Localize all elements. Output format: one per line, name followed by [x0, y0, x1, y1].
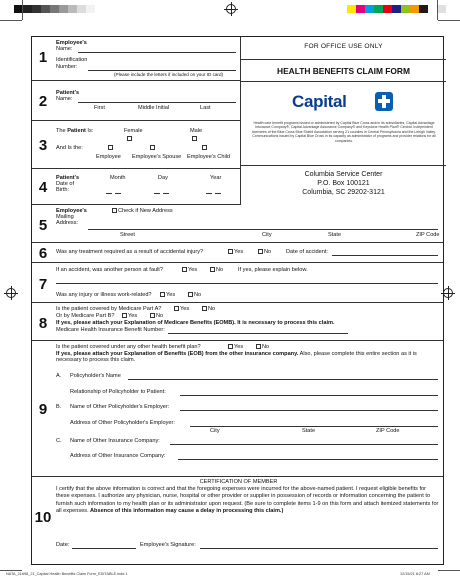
section-10	[32, 477, 443, 566]
mailing-address-field[interactable]	[88, 229, 438, 230]
policyholder-name-label: Policyholder's Name	[70, 373, 121, 379]
patient-is-text: Is:	[85, 128, 94, 134]
and-is-the-label: And Is the:	[56, 145, 83, 151]
capital-logo: Capital	[292, 92, 347, 111]
employer-address-label: Address of Other Policyholder's Employer:	[70, 420, 175, 426]
section-6	[32, 243, 443, 263]
patient-is-bold: Patient	[67, 128, 86, 134]
employee-label: Employee	[96, 154, 121, 160]
explanation-field[interactable]	[56, 283, 438, 284]
zip-label: ZIP Code	[416, 232, 440, 238]
mailing-label: Mailing	[56, 214, 74, 220]
state-label: State	[302, 428, 316, 434]
section-number: 6	[38, 245, 48, 262]
crop-mark-icon	[0, 20, 22, 21]
year-label: Year	[210, 175, 222, 181]
zip-label: ZIP Code	[376, 428, 400, 434]
id-label-1: Identification	[56, 57, 88, 63]
section-4	[32, 169, 240, 205]
medicare-a-yes-option[interactable]	[174, 306, 189, 312]
section-number: 8	[38, 315, 48, 332]
calibration-swatch	[383, 5, 392, 13]
eob-instruction-text: Also, please complete this entire section as it is necessary to process this claim.	[56, 351, 417, 364]
insurance-address-field[interactable]	[178, 459, 438, 460]
section-number: 5	[38, 217, 48, 234]
other-plan-yes-option[interactable]	[228, 344, 243, 350]
medicare-b-no-checkbox[interactable]	[150, 313, 155, 318]
female-checkbox[interactable]	[127, 136, 132, 141]
patient-label: Patient's	[56, 90, 80, 96]
registration-mark-right-icon	[443, 288, 453, 298]
calibration-swatch	[77, 5, 86, 13]
accident-yes-option[interactable]	[228, 249, 243, 255]
divider	[241, 81, 446, 82]
calibration-swatch	[392, 5, 401, 13]
crop-mark-icon	[0, 570, 22, 571]
medicare-number-field[interactable]	[168, 333, 348, 334]
office-use-heading: FOR OFFICE USE ONLY	[304, 43, 383, 50]
employer-name-label: Name of Other Policyholder's Employer:	[70, 404, 170, 410]
certification-warning: Absence of this information may cause a delay in processing this claim.)	[88, 507, 284, 514]
dob-label-2: Birth:	[56, 187, 70, 193]
month-label: Month	[110, 175, 126, 181]
calibration-swatch	[41, 5, 50, 13]
city-label: City	[262, 232, 272, 238]
medicare-a-yes-checkbox[interactable]	[174, 306, 179, 311]
service-center-box: P.O. Box 100121	[317, 180, 370, 187]
work-yes-checkbox[interactable]	[160, 292, 165, 297]
signature-label: Employee's Signature:	[140, 542, 196, 548]
accident-no-checkbox[interactable]	[258, 249, 263, 254]
relationship-field[interactable]	[180, 395, 438, 396]
section-5	[32, 205, 443, 243]
dob-year-field[interactable]	[215, 193, 221, 194]
eob-instruction-bold: If yes, please attach your Explanation of Benefits (EOB) from the other insurance company.	[56, 351, 299, 357]
item-b-letter: B.	[56, 404, 62, 410]
no-label: No	[216, 267, 224, 273]
fault-yes-option[interactable]	[182, 267, 197, 273]
dob-label-1: Date of	[56, 181, 75, 187]
employee-signature-field[interactable]	[200, 548, 438, 549]
city-label: City	[210, 428, 220, 434]
accident-no-option[interactable]	[258, 249, 271, 255]
male-label: Male	[190, 128, 203, 134]
medicare-b-no-option[interactable]	[150, 313, 163, 319]
form-title: HEALTH BENEFITS CLAIM FORM	[277, 66, 410, 76]
yes-label: Yes	[128, 313, 138, 319]
calibration-swatch	[59, 5, 68, 13]
calibration-swatch	[86, 5, 95, 13]
insurance-company-field[interactable]	[170, 444, 438, 445]
employer-name-field[interactable]	[180, 410, 438, 411]
calibration-swatch	[68, 5, 77, 13]
blue-cross-icon	[375, 92, 393, 111]
yes-label: Yes	[166, 292, 176, 298]
street-label: Street	[120, 232, 135, 238]
section-number: 3	[38, 137, 48, 154]
no-label: No	[194, 292, 202, 298]
claim-form	[31, 36, 444, 565]
no-label: No	[264, 249, 272, 255]
first-label: First	[94, 105, 105, 111]
accident-yes-checkbox[interactable]	[228, 249, 233, 254]
patient-is-label	[56, 128, 93, 134]
date-label: Date:	[56, 542, 70, 548]
section-8	[32, 303, 443, 341]
divider	[241, 165, 446, 166]
medicare-b-yes-checkbox[interactable]	[122, 313, 127, 318]
spouse-label: Employee's Spouse	[132, 154, 182, 160]
yes-label: Yes	[188, 267, 198, 273]
yes-label: Yes	[234, 344, 244, 350]
calibration-swatch	[410, 5, 419, 13]
eob-instruction	[56, 351, 438, 364]
medicare-a-no-checkbox[interactable]	[202, 306, 207, 311]
address-label: Address:	[56, 220, 79, 226]
section-2	[32, 81, 240, 121]
employee-label: Employee's	[56, 208, 87, 214]
name-label: Name:	[56, 96, 73, 102]
work-related-question: Was any injury or illness work-related?	[56, 292, 152, 298]
no-label: No	[156, 313, 164, 319]
employee-checkbox[interactable]	[108, 145, 113, 150]
new-address-checkbox[interactable]	[112, 208, 117, 213]
crop-mark-icon	[438, 20, 460, 21]
child-label: Employee's Child	[187, 154, 231, 160]
calibration-swatch	[419, 5, 428, 13]
medicare-a-question: Is the patient covered by Medicare Part A?	[56, 306, 162, 312]
office-use-panel	[240, 37, 445, 205]
new-address-label: Check if New Address	[118, 208, 173, 214]
work-no-option[interactable]	[188, 292, 201, 298]
accident-date-label: Date of accident:	[286, 249, 328, 255]
calibration-swatch	[437, 5, 446, 13]
dob-year-field[interactable]	[206, 193, 212, 194]
spouse-checkbox[interactable]	[150, 145, 155, 150]
male-checkbox[interactable]	[192, 136, 197, 141]
section-number: 2	[38, 93, 48, 110]
section-9	[32, 341, 443, 477]
accident-date-field[interactable]	[332, 255, 438, 256]
calibration-swatch	[374, 5, 383, 13]
patient-is-text: The	[56, 128, 68, 134]
dob-month-field[interactable]	[106, 193, 112, 194]
relationship-label: Relationship of Policyholder to Patient:	[70, 389, 166, 395]
print-timestamp: 12/15/21 8:27 AM	[400, 572, 430, 576]
fault-no-checkbox[interactable]	[210, 267, 215, 272]
other-plan-no-option[interactable]	[256, 344, 269, 350]
yes-label: Yes	[180, 306, 190, 312]
item-c-letter: C.	[56, 438, 62, 444]
new-address-option[interactable]	[112, 208, 173, 214]
id-label-2: Number:	[56, 64, 78, 70]
service-center-name: Columbia Service Center	[304, 171, 383, 178]
section-1	[32, 37, 240, 81]
patient-label: Patient's	[56, 175, 80, 181]
certification-text	[56, 486, 440, 515]
id-number-field[interactable]	[88, 70, 236, 71]
gray-calibration-bar	[14, 5, 95, 13]
employer-address-field[interactable]	[190, 426, 438, 427]
work-no-checkbox[interactable]	[188, 292, 193, 297]
item-a-letter: A.	[56, 373, 62, 379]
yes-label: Yes	[234, 249, 244, 255]
certification-heading: CERTIFICATION OF MEMBER	[199, 479, 278, 485]
day-label: Day	[158, 175, 168, 181]
medicare-a-no-option[interactable]	[202, 306, 215, 312]
work-yes-option[interactable]	[160, 292, 175, 298]
crop-mark-icon	[437, 0, 438, 20]
section-number: 4	[38, 179, 48, 196]
calibration-swatch	[23, 5, 32, 13]
dob-day-field[interactable]	[163, 193, 169, 194]
crop-mark-icon	[438, 570, 460, 571]
other-plan-question: Is the patient covered under any other health benefit plan?	[56, 344, 201, 350]
calibration-swatch	[356, 5, 365, 13]
calibration-swatch	[401, 5, 410, 13]
section-number: 1	[38, 49, 48, 66]
name-label: Name:	[56, 46, 73, 52]
calibration-swatch	[365, 5, 374, 13]
calibration-swatch	[347, 5, 356, 13]
accident-question: Was any treatment required as a result of accidental injury?	[56, 249, 204, 255]
certification-body: I certify that the above information is correct and that the foregoing expenses were incurred for the above-named patient. I request eligible benefits for these expenses. I authorize any physician, nurse, hospital or other provider or supplier in possession of records or information concerning the patient to furnish such information to my health plan or its administrator upon request. (Be sure to complete items 1-9 on this form and attach itemized statements for all expenses.	[56, 486, 439, 514]
no-label: No	[208, 306, 216, 312]
employee-label: Employee's	[56, 40, 87, 46]
calibration-swatch	[32, 5, 41, 13]
child-checkbox[interactable]	[202, 145, 207, 150]
section-3	[32, 121, 240, 169]
medicare-number-label: Medicare Health Insurance Benefit Number:	[56, 327, 165, 333]
medicare-b-question: Or by Medicare Part B?	[56, 313, 115, 319]
service-center-city: Columbia, SC 29202-3121	[302, 189, 385, 196]
crop-mark-icon	[22, 0, 23, 20]
fault-yes-checkbox[interactable]	[182, 267, 187, 272]
employee-name-field[interactable]	[78, 52, 236, 53]
section-number: 10	[34, 509, 52, 526]
fault-question: If an accident, was another person at fault?	[56, 267, 163, 273]
policyholder-name-field[interactable]	[128, 379, 438, 380]
no-label: No	[262, 344, 270, 350]
calibration-swatch	[50, 5, 59, 13]
fault-no-option[interactable]	[210, 267, 223, 273]
divider	[241, 59, 446, 60]
disclaimer: Health care benefit programs issued or administered by Capital Blue Cross and/or its subsidiaries, Capital Advantage Insurance Company®, Capital Advantage Assurance Company® and Keystone Health Plan® Central. Independent licensees of the Blue Cross Blue Shield Association serving 21 counties in Central Pennsylvania and the Lehigh Valley. Communications issued by Capital Blue Cross in its capacity as administrator of programs and provider relations for all companies.	[252, 121, 436, 143]
insurance-address-label: Address of Other Insurance Company:	[70, 453, 166, 459]
registration-mark-top-icon	[226, 4, 236, 14]
medicare-b-yes-option[interactable]	[122, 313, 137, 319]
explain-label: If yes, please explain below.	[238, 267, 308, 273]
signature-date-field[interactable]	[72, 548, 136, 549]
other-plan-no-checkbox[interactable]	[256, 344, 261, 349]
last-label: Last	[200, 105, 211, 111]
middle-initial-label: Middle Initial	[138, 105, 170, 111]
section-7	[32, 263, 443, 303]
section-number: 9	[38, 401, 48, 418]
other-plan-yes-checkbox[interactable]	[228, 344, 233, 349]
patient-name-field[interactable]	[78, 102, 236, 103]
state-label: State	[328, 232, 342, 238]
dob-day-field[interactable]	[154, 193, 160, 194]
calibration-swatch	[428, 5, 437, 13]
eomb-instruction: If yes, please attach your Explanation of Medicare Benefits (EOMB). It is necessary to process this claim.	[56, 320, 335, 326]
insurance-company-label: Name of Other Insurance Company:	[70, 438, 160, 444]
id-hint: (Please include the letters if included on your ID card)	[114, 72, 224, 77]
registration-mark-left-icon	[6, 288, 16, 298]
female-label: Female	[124, 128, 143, 134]
color-calibration-bar	[347, 5, 446, 13]
section-number: 7	[38, 276, 48, 293]
file-info: NATA_21698_21_Capital Health Benefits Claim Form_EDITABLE.indd 1	[6, 572, 128, 576]
dob-month-field[interactable]	[115, 193, 121, 194]
